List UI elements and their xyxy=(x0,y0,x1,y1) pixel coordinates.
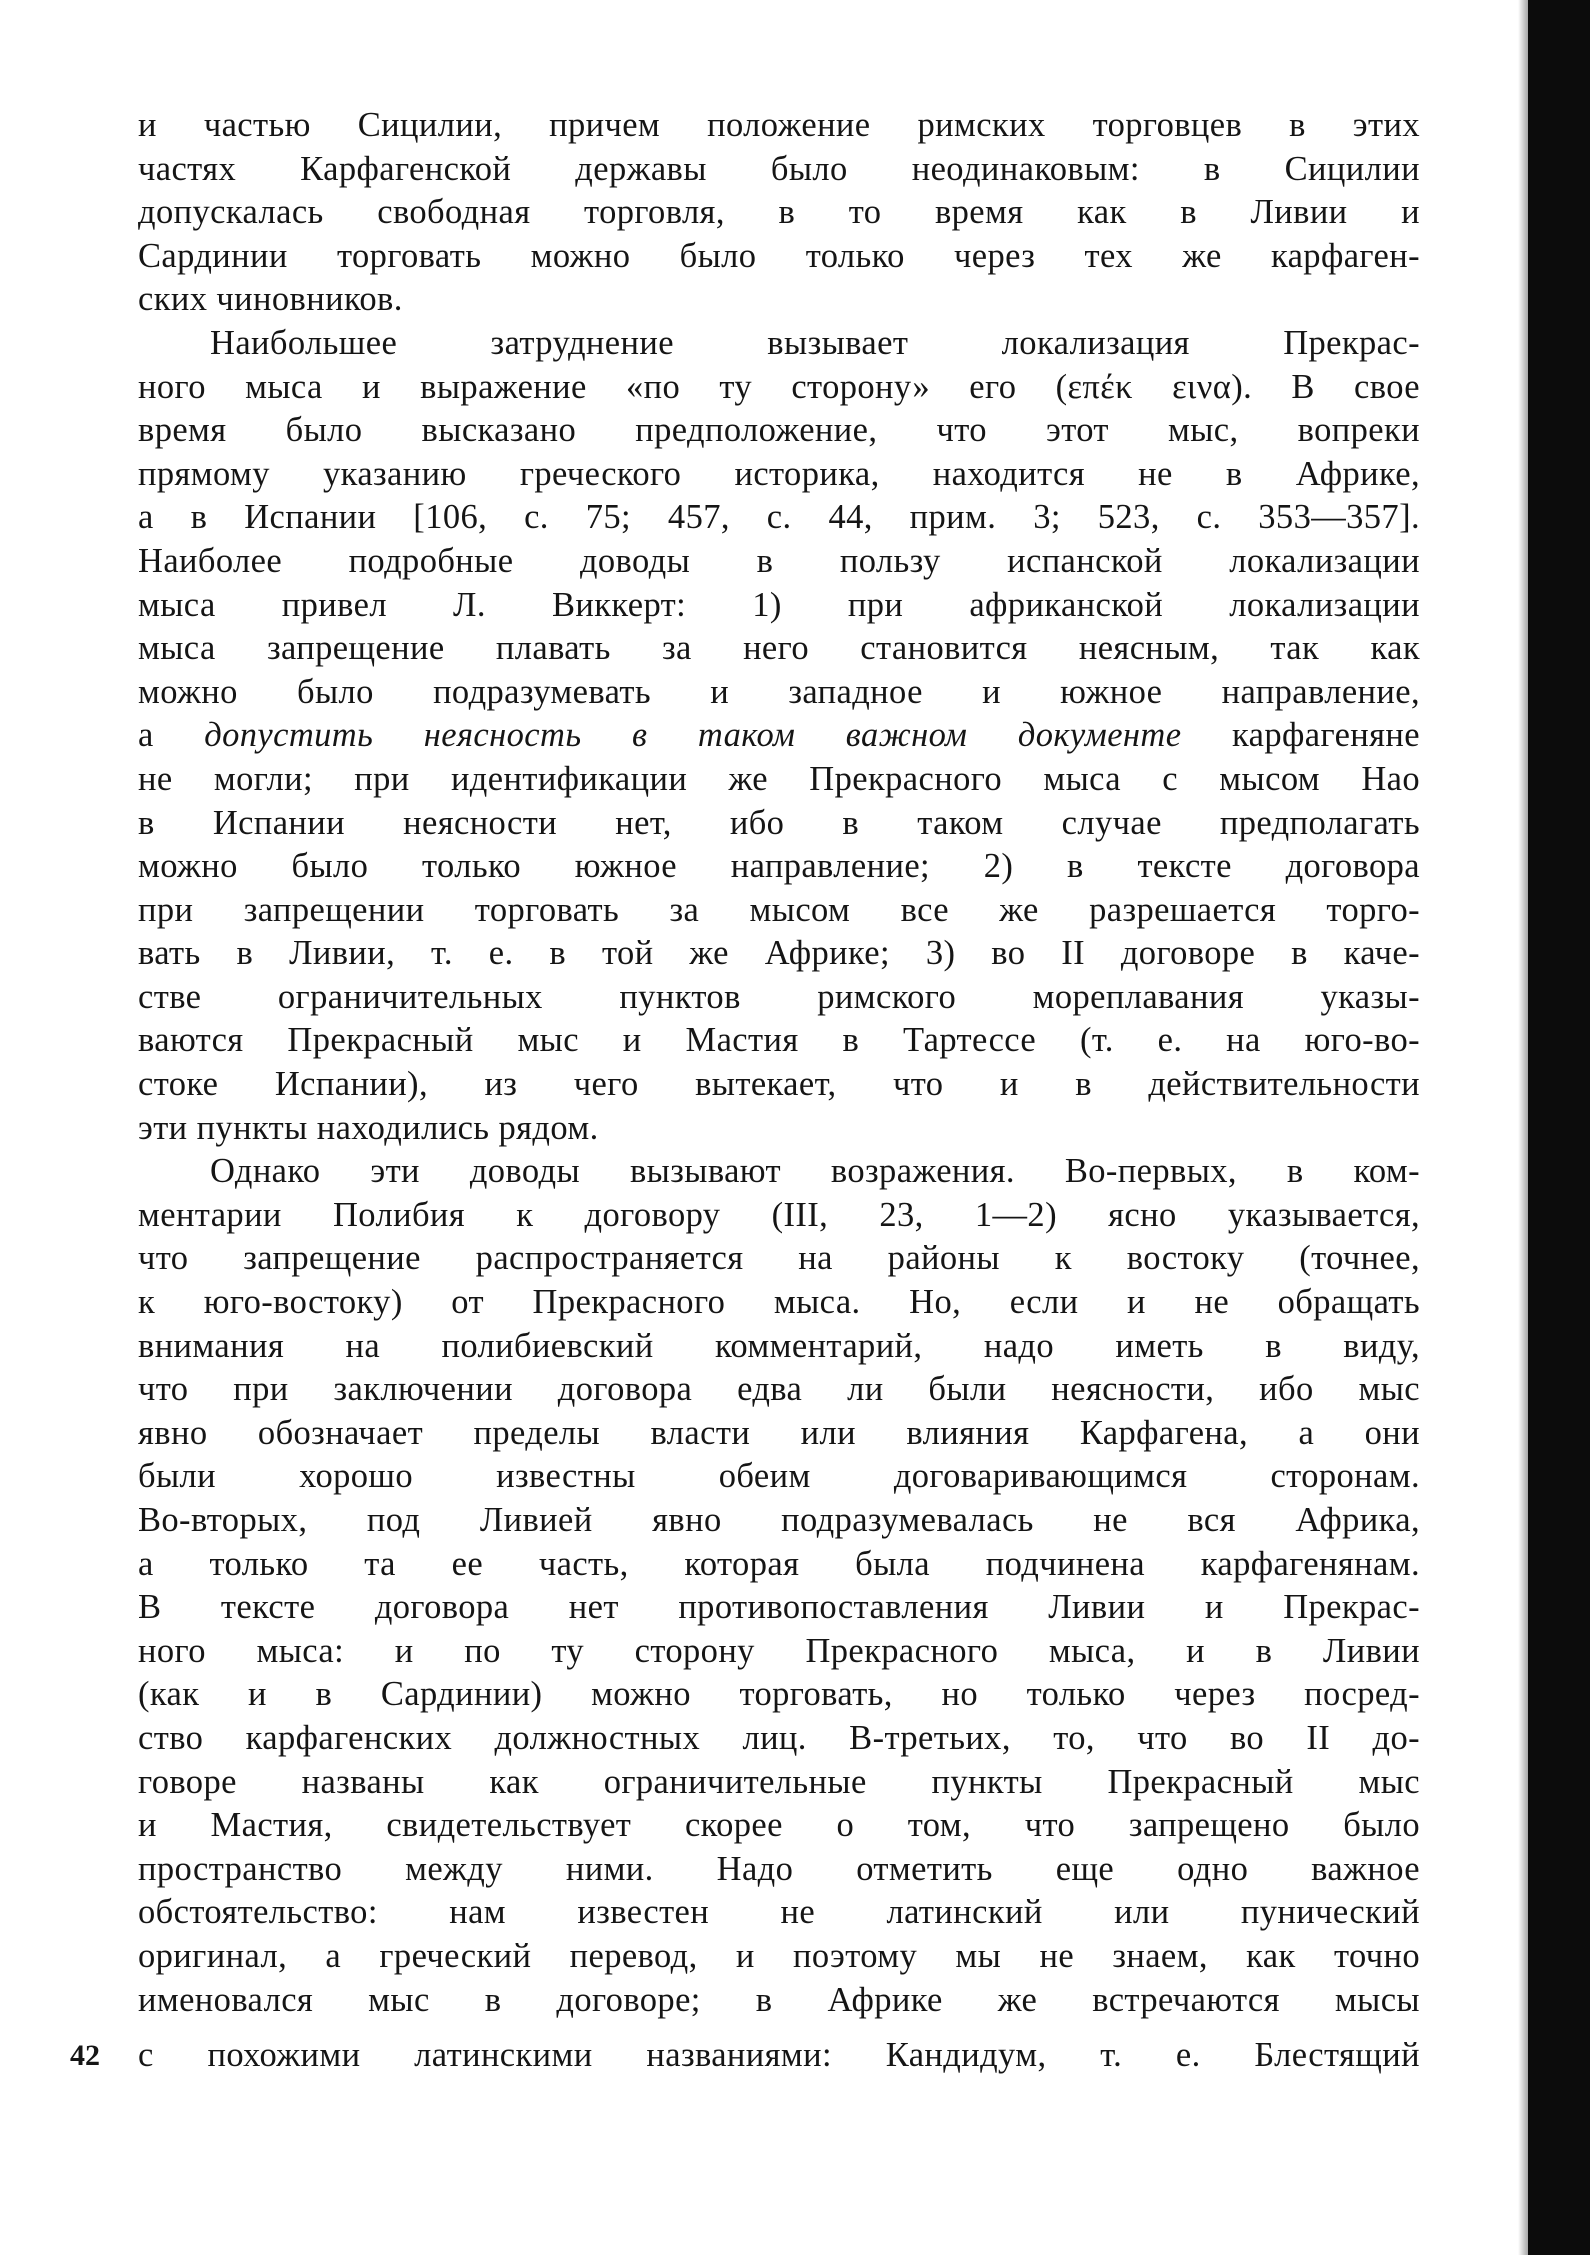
final-text-line xyxy=(138,2034,1420,2078)
text-line: мыса запрещение плавать за него становится неясным, так как xyxy=(138,629,1420,668)
text-line: обстоятельство: нам известен не латинский или пунический xyxy=(138,1893,1420,1932)
text-line: при запрещении торговать за мысом все же разрешается торго- xyxy=(138,890,1420,929)
text-line: время было высказано предположение, что этот мыс, вопреки xyxy=(138,411,1420,450)
italic-fragment: допустить неясность в таком важном документе xyxy=(204,716,1182,755)
paragraph-3 xyxy=(138,1150,1420,2022)
page-body xyxy=(138,104,1420,2022)
text-fragment: а xyxy=(138,716,205,755)
text-line: вать в Ливии, т. е. в той же Африке; 3) во II договоре в каче- xyxy=(138,934,1420,973)
text-line: оригинал, а греческий перевод, и поэтому мы не знаем, как точно xyxy=(138,1936,1420,1975)
text-line: ного мыса: и по ту сторону Прекрасного мыса, и в Ливии xyxy=(138,1631,1420,1670)
text-line: и Мастия, свидетельствует скорее о том, что запрещено было xyxy=(138,1806,1420,1845)
text-line: прямому указанию греческого историка, находится не в Африке, xyxy=(138,454,1420,493)
text-line: ство карфагенских должностных лиц. В-третьих, то, что во II до- xyxy=(138,1718,1420,1757)
text-line: Однако эти доводы вызывают возражения. Во-первых, в ком- xyxy=(210,1152,1420,1191)
scan-edge-shadow xyxy=(1518,0,1528,2255)
text-line: Во-вторых, под Ливией явно подразумевалась не вся Африка, xyxy=(138,1501,1420,1539)
text-line: (как и в Сардинии) можно торговать, но только через посред- xyxy=(138,1675,1420,1714)
page-number: 42 xyxy=(70,2039,100,2072)
paragraph-2 xyxy=(138,322,1420,1150)
text-line: ного мыса и выражение «по ту сторону» его (επέκ εινα). В свое xyxy=(138,367,1420,406)
text-line: допускалась свободная торговля, в то время как в Ливии и xyxy=(138,193,1420,232)
text-fragment: карфагеняне xyxy=(1181,716,1420,755)
text-line: а только та ее часть, которая была подчинена карфагенянам. xyxy=(138,1544,1420,1583)
paragraph-1 xyxy=(138,104,1420,322)
text-line: именовался мыс в договоре; в Африке же встречаются мысы xyxy=(138,1980,1420,2019)
text-line: можно было только южное направление; 2) в тексте договора xyxy=(138,847,1420,886)
text-line: не могли; при идентификации же Прекрасного мыса с мысом Нао xyxy=(138,759,1420,798)
text-line: говоре названы как ограничительные пункты Прекрасный мыс xyxy=(138,1762,1420,1801)
text-line: ментарии Полибия к договору (III, 23, 1—2) ясно указывается, xyxy=(138,1195,1420,1234)
scan-edge xyxy=(1528,0,1590,2255)
text-line: были хорошо известны обеим договаривающимся сторонам. xyxy=(138,1457,1420,1496)
text-line: пространство между ними. Надо отметить еще одно важное xyxy=(138,1849,1420,1888)
text-line: ских чиновников. xyxy=(138,280,403,319)
text-line: явно обозначает пределы власти или влияния Карфагена, а они xyxy=(138,1413,1420,1452)
text-line: Сардинии торговать можно было только через тех же карфаген- xyxy=(138,236,1420,275)
text-line: эти пункты находились рядом. xyxy=(138,1108,599,1147)
text-line: в Испании неясности нет, ибо в таком случае предполагать xyxy=(138,803,1420,842)
text-line: что при заключении договора едва ли были неясности, ибо мыс xyxy=(138,1370,1420,1409)
text-line: а в Испании [106, с. 75; 457, с. 44, прим. 3; 523, с. 353—357]. xyxy=(138,498,1420,537)
text-line: стоке Испании), из чего вытекает, что и в действительности xyxy=(138,1065,1420,1104)
text-line: Наиболее подробные доводы в пользу испанской локализации xyxy=(138,541,1420,580)
text-line: стве ограничительных пунктов римского мореплавания указы- xyxy=(138,977,1420,1016)
text-line: к юго-востоку) от Прекрасного мыса. Но, если и не обращать xyxy=(138,1283,1420,1322)
text-line: и частью Сицилии, причем положение римских торговцев в этих xyxy=(138,106,1420,144)
text-line: что запрещение распространяется на районы к востоку (точнее, xyxy=(138,1239,1420,1278)
text-line: частях Карфагенской державы было неодинаковым: в Сицилии xyxy=(138,149,1420,188)
text-line: ваются Прекрасный мыс и Мастия в Тартессе (т. е. на юго-во- xyxy=(138,1021,1420,1060)
text-line: внимания на полибиевский комментарий, надо иметь в виду, xyxy=(138,1326,1420,1365)
text-line-italic xyxy=(138,714,1420,758)
text-line: с похожими латинскими названиями: Кандидум, т. е. Блестящий xyxy=(138,2036,1420,2074)
text-line: можно было подразумевать и западное и южное направление, xyxy=(138,672,1420,711)
text-line: В тексте договора нет противопоставления Ливии и Прекрас- xyxy=(138,1588,1420,1627)
text-line: Наибольшее затруднение вызывает локализация Прекрас- xyxy=(210,323,1420,362)
text-line: мыса привел Л. Виккерт: 1) при африканской локализации xyxy=(138,585,1420,624)
